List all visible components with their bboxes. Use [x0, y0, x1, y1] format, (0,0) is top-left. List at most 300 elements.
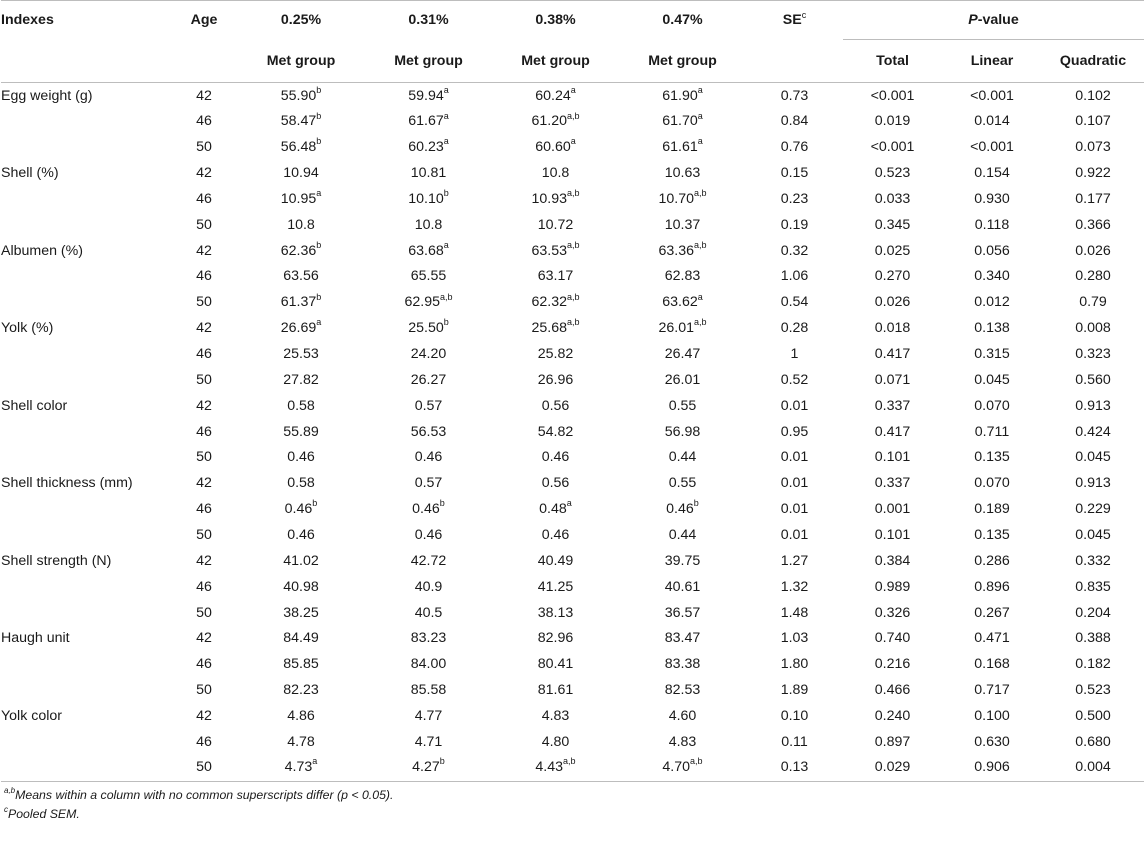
- cell-age: 46: [196, 733, 212, 750]
- col-header-pvalue: [843, 1, 1144, 40]
- cell-index: [1, 445, 171, 471]
- cell-group-1: [237, 160, 365, 186]
- cell-value: 56.48: [280, 139, 317, 156]
- table-row: [1, 548, 1144, 574]
- cell-p-total: 0.466: [874, 682, 911, 699]
- cell-group-4: [619, 264, 746, 290]
- cell-p-linear: 0.340: [974, 268, 1010, 285]
- cell-superscript: b: [316, 136, 322, 147]
- col-header-group-4-label: Met group: [619, 40, 746, 83]
- cell-index: Haugh unit: [1, 630, 70, 647]
- cell-index: [1, 264, 171, 290]
- cell-p-quadratic: 0.229: [1075, 501, 1111, 518]
- se-sup: c: [801, 9, 807, 20]
- cell-superscript: b: [443, 317, 449, 328]
- cell-index: [1, 600, 171, 626]
- cell-value: 36.57: [664, 604, 701, 621]
- cell-p-total: 0.033: [874, 190, 911, 207]
- cell-superscript: b: [316, 84, 322, 95]
- cell-p-quadratic: 0.280: [1075, 268, 1111, 285]
- cell-p-linear: 0.711: [974, 423, 1010, 440]
- cell-group-2: [365, 238, 492, 264]
- cell-age: 42: [196, 87, 212, 104]
- cell-age: 46: [196, 656, 212, 673]
- cell-group-2: [365, 729, 492, 755]
- cell-p-quadratic: 0.523: [1075, 682, 1111, 699]
- cell-value: 61.67: [408, 113, 444, 130]
- cell-group-3: [492, 238, 619, 264]
- cell-value: 0.44: [668, 449, 697, 466]
- cell-group-3: [492, 522, 619, 548]
- table-row: [1, 729, 1144, 755]
- footnote-text: Means within a column with no common superscripts differ (p < 0.05).: [15, 787, 394, 802]
- cell-group-1: [237, 600, 365, 626]
- cell-value: 63.56: [283, 268, 319, 285]
- table-row: [1, 470, 1144, 496]
- cell-value: 84.00: [410, 656, 447, 673]
- cell-value: 4.73: [284, 758, 313, 775]
- cell-age: 50: [196, 294, 212, 311]
- cell-age: 50: [196, 758, 212, 775]
- header-row-1: [1, 1, 1144, 40]
- cell-p-quadratic: 0.500: [1075, 708, 1111, 725]
- cell-value: 0.46: [541, 449, 570, 466]
- cell-value: 0.46: [284, 501, 313, 518]
- egg-quality-table: [1, 0, 1144, 781]
- cell-superscript: b: [316, 239, 322, 250]
- cell-p-quadratic: 0.560: [1075, 371, 1111, 388]
- cell-group-1: [237, 134, 365, 160]
- cell-group-1: [237, 445, 365, 471]
- cell-p-linear: 0.168: [974, 656, 1010, 673]
- cell-group-4: [619, 755, 746, 781]
- cell-p-quadratic: 0.922: [1075, 165, 1111, 181]
- cell-p-total: 0.384: [874, 552, 911, 569]
- cell-value: 0.57: [414, 475, 443, 492]
- cell-value: 0.58: [287, 397, 315, 414]
- cell-group-1: [237, 341, 365, 367]
- cell-value: 0.56: [541, 397, 570, 414]
- cell-p-total: 0.025: [874, 242, 911, 259]
- cell-value: 62.83: [664, 268, 701, 285]
- cell-value: 4.27: [412, 758, 440, 775]
- cell-value: 10.93: [531, 190, 567, 207]
- cell-p-total: 0.337: [874, 397, 911, 414]
- cell-p-linear: 0.070: [974, 397, 1010, 414]
- cell-p-quadratic: 0.107: [1075, 113, 1111, 130]
- cell-p-quadratic: 0.332: [1075, 552, 1111, 569]
- cell-group-4: [619, 367, 746, 393]
- table-row: [1, 212, 1144, 238]
- cell-value: 61.37: [280, 294, 317, 311]
- table-row: [1, 419, 1144, 445]
- cell-value: 10.37: [664, 216, 701, 233]
- cell-group-2: [365, 134, 492, 160]
- cell-p-quadratic: 0.913: [1075, 397, 1111, 414]
- cell-group-4: [619, 238, 746, 264]
- cell-superscript: b: [443, 188, 449, 199]
- cell-value: 40.5: [414, 604, 443, 621]
- cell-group-1: [237, 212, 365, 238]
- cell-superscript: a,b: [567, 188, 580, 199]
- table-row: [1, 341, 1144, 367]
- cell-p-total: 0.417: [874, 423, 911, 440]
- cell-index: [1, 367, 171, 393]
- col-header-group-1-label: Met group: [237, 40, 365, 83]
- footnote-text: Pooled SEM.: [8, 806, 80, 821]
- cell-superscript: a: [566, 498, 572, 509]
- cell-superscript: a: [697, 84, 703, 95]
- cell-group-1: [237, 729, 365, 755]
- cell-se: 0.52: [780, 371, 809, 388]
- cell-value: 60.24: [535, 87, 571, 104]
- cell-value: 0.56: [541, 475, 570, 492]
- cell-group-1: [237, 651, 365, 677]
- cell-se: 0.23: [780, 190, 809, 207]
- cell-index: Albumen (%): [1, 242, 84, 259]
- cell-value: 0.46: [666, 501, 694, 518]
- cell-group-3: [492, 677, 619, 703]
- cell-superscript: b: [316, 110, 322, 121]
- cell-p-total: 0.101: [874, 527, 911, 544]
- cell-index: [1, 755, 171, 781]
- cell-p-linear: 0.906: [974, 758, 1010, 775]
- cell-se: 0.10: [780, 708, 809, 725]
- table-row: [1, 186, 1144, 212]
- cell-p-linear: 0.118: [974, 216, 1010, 233]
- cell-index: [1, 419, 171, 445]
- cell-superscript: a,b: [567, 239, 580, 250]
- cell-group-1: [237, 677, 365, 703]
- cell-value: 26.27: [410, 371, 447, 388]
- cell-index: [1, 651, 171, 677]
- cell-group-1: [237, 574, 365, 600]
- cell-age: 46: [196, 190, 212, 207]
- cell-group-4: [619, 548, 746, 574]
- cell-value: 82.53: [664, 682, 701, 699]
- cell-group-2: [365, 289, 492, 315]
- cell-p-total: 0.001: [874, 501, 911, 518]
- cell-group-2: [365, 755, 492, 781]
- cell-group-4: [619, 134, 746, 160]
- cell-value: 4.71: [414, 733, 443, 750]
- cell-age: 42: [196, 320, 212, 337]
- cell-value: 25.82: [537, 346, 574, 363]
- cell-group-3: [492, 108, 619, 134]
- cell-value: 0.55: [668, 475, 697, 492]
- cell-group-4: [619, 160, 746, 186]
- cell-p-linear: 0.189: [974, 501, 1010, 518]
- cell-p-total: 0.026: [874, 294, 911, 311]
- cell-group-3: [492, 186, 619, 212]
- cell-p-quadratic: 0.182: [1075, 656, 1111, 673]
- cell-superscript: b: [316, 291, 322, 302]
- cell-value: 25.68: [531, 320, 567, 337]
- cell-value: 63.36: [658, 242, 694, 259]
- cell-age: 46: [196, 268, 212, 285]
- cell-se: 0.28: [780, 320, 809, 337]
- cell-value: 10.81: [410, 165, 447, 181]
- cell-index: Yolk (%): [1, 320, 54, 337]
- cell-group-2: [365, 367, 492, 393]
- cell-value: 26.47: [664, 346, 701, 363]
- cell-group-4: [619, 600, 746, 626]
- cell-p-linear: 0.896: [974, 578, 1010, 595]
- cell-value: 10.8: [287, 216, 315, 233]
- footnote: [0, 805, 1145, 824]
- cell-p-quadratic: 0.073: [1075, 139, 1111, 156]
- cell-p-quadratic: 0.913: [1075, 475, 1111, 492]
- cell-p-total: 0.989: [874, 578, 911, 595]
- cell-age: 50: [196, 604, 212, 621]
- cell-superscript: b: [439, 498, 445, 509]
- cell-value: 55.89: [283, 423, 319, 440]
- cell-se: 1.48: [780, 604, 809, 621]
- cell-value: 40.49: [537, 552, 574, 569]
- cell-p-total: <0.001: [870, 87, 915, 104]
- cell-group-3: [492, 600, 619, 626]
- cell-se: 0.54: [780, 294, 809, 311]
- cell-value: 42.72: [410, 552, 447, 569]
- cell-age: 42: [196, 552, 212, 569]
- cell-p-quadratic: 0.424: [1075, 423, 1111, 440]
- cell-value: 0.44: [668, 527, 697, 544]
- cell-group-4: [619, 703, 746, 729]
- cell-p-total: 0.019: [874, 113, 911, 130]
- cell-value: 10.72: [537, 216, 574, 233]
- cell-superscript: a,b: [567, 317, 580, 328]
- cell-value: 61.61: [662, 139, 698, 156]
- cell-index: Shell thickness (mm): [1, 475, 133, 492]
- footnote-marker: c: [4, 804, 8, 814]
- cell-p-linear: 0.138: [974, 320, 1010, 337]
- cell-group-2: [365, 496, 492, 522]
- cell-se: 0.01: [780, 397, 809, 414]
- cell-group-2: [365, 703, 492, 729]
- cell-value: 83.38: [664, 656, 701, 673]
- cell-group-2: [365, 548, 492, 574]
- col-header-group-1-pct: 0.25%: [237, 1, 365, 40]
- cell-superscript: a,b: [563, 756, 576, 767]
- cell-age: 42: [196, 630, 212, 647]
- cell-age: 50: [196, 216, 212, 233]
- cell-p-total: 0.897: [874, 733, 911, 750]
- table-row: [1, 600, 1144, 626]
- cell-value: 10.8: [541, 165, 570, 181]
- cell-p-quadratic: 0.008: [1075, 320, 1111, 337]
- footnote: [0, 786, 1145, 805]
- cell-group-3: [492, 264, 619, 290]
- cell-group-4: [619, 315, 746, 341]
- cell-value: 4.70: [662, 758, 691, 775]
- cell-group-2: [365, 470, 492, 496]
- cell-group-4: [619, 626, 746, 652]
- col-header-total: Total: [843, 40, 942, 83]
- cell-value: 39.75: [664, 552, 701, 569]
- cell-p-total: 0.326: [874, 604, 911, 621]
- table-row: [1, 703, 1144, 729]
- cell-index: Egg weight (g): [1, 87, 93, 104]
- cell-group-3: [492, 367, 619, 393]
- cell-age: 46: [196, 346, 212, 363]
- cell-se: 0.13: [780, 758, 809, 775]
- cell-p-total: 0.337: [874, 475, 911, 492]
- cell-superscript: a: [443, 239, 449, 250]
- cell-p-quadratic: 0.102: [1075, 87, 1111, 104]
- cell-index: Shell color: [1, 397, 68, 414]
- footnotes: [0, 782, 1145, 824]
- table-body: [1, 83, 1144, 781]
- col-header-group-3-label: Met group: [492, 40, 619, 83]
- cell-group-4: [619, 212, 746, 238]
- col-header-indexes: Indexes: [1, 1, 171, 40]
- cell-value: 0.55: [668, 397, 697, 414]
- se-label: SE: [782, 12, 802, 29]
- cell-p-linear: <0.001: [970, 87, 1014, 104]
- table-row: [1, 108, 1144, 134]
- cell-value: 40.61: [664, 578, 701, 595]
- cell-group-1: [237, 83, 365, 109]
- table-row: [1, 264, 1144, 290]
- cell-group-1: [237, 419, 365, 445]
- cell-group-4: [619, 651, 746, 677]
- table-row: [1, 134, 1144, 160]
- cell-value: 63.17: [537, 268, 574, 285]
- cell-se: 0.32: [780, 242, 809, 259]
- table-row: [1, 755, 1144, 781]
- cell-group-3: [492, 134, 619, 160]
- cell-group-2: [365, 393, 492, 419]
- cell-group-2: [365, 626, 492, 652]
- cell-group-4: [619, 445, 746, 471]
- cell-p-quadratic: 0.680: [1075, 733, 1111, 750]
- cell-superscript: a,b: [694, 188, 707, 199]
- cell-value: 10.10: [408, 190, 444, 207]
- cell-value: 26.96: [537, 371, 574, 388]
- cell-group-2: [365, 445, 492, 471]
- cell-value: 26.69: [280, 320, 317, 337]
- cell-group-2: [365, 341, 492, 367]
- cell-value: 10.95: [280, 190, 317, 207]
- cell-value: 55.90: [280, 87, 317, 104]
- cell-group-3: [492, 470, 619, 496]
- cell-superscript: a,b: [690, 756, 703, 767]
- cell-group-2: [365, 600, 492, 626]
- cell-value: 63.53: [531, 242, 567, 259]
- cell-p-total: 0.523: [874, 165, 911, 181]
- cell-group-1: [237, 108, 365, 134]
- cell-value: 24.20: [410, 346, 447, 363]
- header-blank-indexes: [1, 40, 171, 83]
- cell-value: 4.43: [535, 758, 564, 775]
- cell-index: [1, 496, 171, 522]
- cell-value: 4.86: [287, 708, 315, 725]
- cell-superscript: a: [312, 756, 318, 767]
- cell-value: 60.23: [408, 139, 444, 156]
- cell-p-linear: 0.045: [974, 371, 1010, 388]
- cell-age: 50: [196, 682, 212, 699]
- cell-value: 82.96: [537, 630, 574, 647]
- cell-se: 0.01: [780, 475, 809, 492]
- cell-index: [1, 677, 171, 703]
- cell-p-total: 0.018: [874, 320, 911, 337]
- cell-superscript: a: [443, 84, 449, 95]
- cell-value: 81.61: [537, 682, 574, 699]
- cell-value: 10.8: [414, 216, 443, 233]
- cell-group-4: [619, 677, 746, 703]
- cell-age: 50: [196, 449, 212, 466]
- cell-group-3: [492, 651, 619, 677]
- cell-p-quadratic: 0.388: [1075, 630, 1111, 647]
- col-header-linear: Linear: [942, 40, 1042, 83]
- cell-value: 56.98: [664, 423, 701, 440]
- cell-se: 0.76: [780, 139, 809, 156]
- cell-group-2: [365, 315, 492, 341]
- cell-group-2: [365, 574, 492, 600]
- cell-value: 25.53: [283, 346, 319, 363]
- cell-group-1: [237, 522, 365, 548]
- cell-index: [1, 522, 171, 548]
- cell-group-2: [365, 212, 492, 238]
- cell-p-quadratic: 0.366: [1075, 216, 1111, 233]
- cell-value: 80.41: [537, 656, 574, 673]
- cell-value: 84.49: [283, 630, 319, 647]
- cell-group-1: [237, 703, 365, 729]
- cell-p-quadratic: 0.045: [1075, 527, 1111, 544]
- cell-p-quadratic: 0.323: [1075, 346, 1111, 363]
- cell-group-4: [619, 341, 746, 367]
- cell-value: 25.50: [408, 320, 444, 337]
- cell-value: 0.46: [412, 501, 440, 518]
- cell-value: 0.46: [414, 449, 443, 466]
- col-header-group-2-pct: 0.31%: [365, 1, 492, 40]
- cell-age: 42: [196, 475, 212, 492]
- cell-p-quadratic: 0.045: [1075, 449, 1111, 466]
- cell-p-linear: 0.630: [974, 733, 1010, 750]
- cell-value: 4.80: [541, 733, 570, 750]
- cell-group-3: [492, 393, 619, 419]
- cell-superscript: a,b: [567, 291, 580, 302]
- cell-se: 1.89: [780, 682, 809, 699]
- cell-group-4: [619, 574, 746, 600]
- cell-p-linear: 0.154: [974, 165, 1010, 181]
- cell-index: [1, 574, 171, 600]
- cell-group-1: [237, 393, 365, 419]
- cell-value: 85.58: [410, 682, 447, 699]
- cell-value: 85.85: [283, 656, 319, 673]
- cell-group-2: [365, 677, 492, 703]
- cell-p-linear: 0.930: [974, 190, 1010, 207]
- cell-group-4: [619, 186, 746, 212]
- cell-value: 40.98: [283, 578, 319, 595]
- cell-value: 83.47: [664, 630, 701, 647]
- cell-value: 0.57: [414, 397, 443, 414]
- cell-age: 46: [196, 578, 212, 595]
- cell-group-3: [492, 315, 619, 341]
- cell-group-1: [237, 367, 365, 393]
- cell-p-quadratic: 0.79: [1079, 294, 1107, 311]
- cell-se: 0.11: [781, 733, 808, 750]
- cell-superscript: a: [316, 188, 322, 199]
- cell-group-2: [365, 522, 492, 548]
- cell-group-3: [492, 548, 619, 574]
- cell-group-3: [492, 419, 619, 445]
- cell-p-linear: 0.014: [974, 113, 1010, 130]
- cell-p-quadratic: 0.204: [1075, 604, 1111, 621]
- cell-value: 4.83: [668, 733, 697, 750]
- header-blank-age: [171, 40, 237, 83]
- cell-value: 38.25: [283, 604, 319, 621]
